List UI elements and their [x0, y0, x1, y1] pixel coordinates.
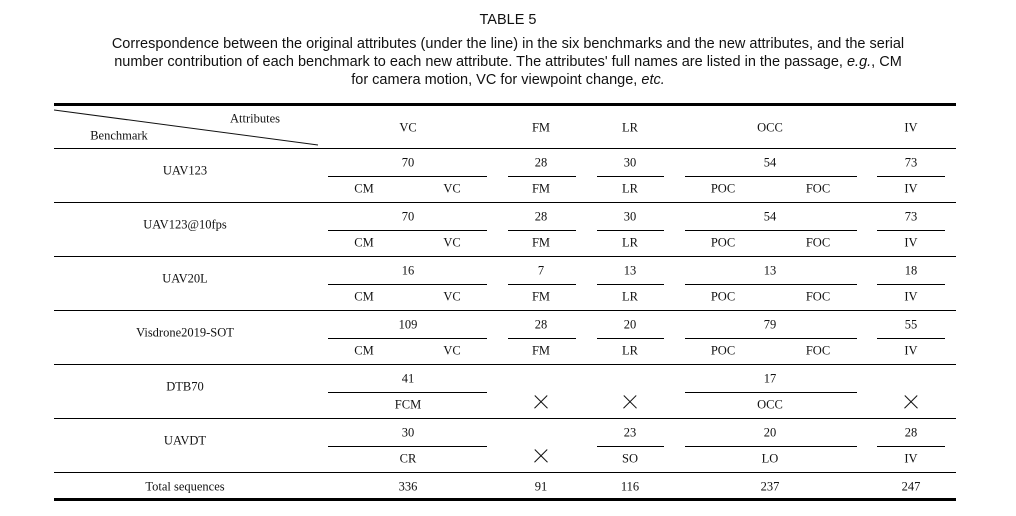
- not-applicable-icon: [534, 449, 548, 463]
- sequence-count: 20: [623, 317, 637, 332]
- caption-text: , CM: [871, 54, 902, 70]
- benchmark-name: UAVDT: [163, 433, 207, 448]
- table-bottom-rule: [54, 498, 956, 501]
- sequence-count: 73: [904, 209, 918, 224]
- header-col-lr: LR: [622, 120, 638, 135]
- header-col-occ: OCC: [757, 120, 783, 135]
- attribute-divider-line: [508, 176, 576, 177]
- sequence-count: 70: [401, 155, 415, 170]
- attribute-divider-line: [685, 446, 857, 447]
- original-attribute: FM: [531, 343, 551, 358]
- total-value: 91: [534, 479, 548, 494]
- original-attribute: LO: [761, 451, 779, 466]
- benchmark-name: DTB70: [166, 379, 204, 394]
- original-attribute: LR: [622, 235, 638, 250]
- caption-line-2: [0, 53, 1016, 71]
- original-attribute: POC: [710, 343, 736, 358]
- sequence-count: 30: [623, 155, 637, 170]
- row-separator: [54, 256, 956, 257]
- sequence-count: 13: [623, 263, 637, 278]
- original-attribute: IV: [904, 343, 918, 358]
- original-attribute: IV: [904, 181, 918, 196]
- original-attribute: LR: [622, 181, 638, 196]
- not-applicable-icon: [534, 395, 548, 409]
- original-attribute: POC: [710, 289, 736, 304]
- original-attribute: VC: [443, 343, 461, 358]
- total-value: 336: [398, 479, 418, 494]
- attribute-divider-line: [877, 176, 945, 177]
- original-attribute: FOC: [805, 235, 831, 250]
- attribute-divider-line: [328, 284, 487, 285]
- attribute-divider-line: [877, 446, 945, 447]
- caption-line-1: Correspondence between the original attributes (under the line) in the six benchmarks and the new attributes, and the serial: [111, 36, 905, 52]
- total-value: 116: [620, 479, 640, 494]
- original-attribute: VC: [443, 289, 461, 304]
- attribute-divider-line: [877, 338, 945, 339]
- table-top-rule: [54, 103, 956, 106]
- sequence-count: 109: [398, 317, 418, 332]
- original-attribute: FM: [531, 181, 551, 196]
- original-attribute: POC: [710, 235, 736, 250]
- sequence-count: 7: [537, 263, 545, 278]
- attribute-divider-line: [328, 176, 487, 177]
- original-attribute: POC: [710, 181, 736, 196]
- sequence-count: 17: [763, 371, 777, 386]
- attribute-divider-line: [877, 230, 945, 231]
- benchmark-name: UAV123: [162, 163, 208, 178]
- original-attribute: CM: [354, 235, 374, 250]
- sequence-count: 28: [904, 425, 918, 440]
- row-separator: [54, 364, 956, 365]
- sequence-count: 16: [401, 263, 415, 278]
- original-attribute: OCC: [757, 397, 783, 412]
- attribute-divider-line: [328, 446, 487, 447]
- header-benchmark-label: Benchmark: [90, 128, 148, 143]
- attribute-divider-line: [597, 446, 664, 447]
- attribute-divider-line: [597, 284, 664, 285]
- original-attribute: FM: [531, 235, 551, 250]
- sequence-count: 54: [763, 209, 777, 224]
- original-attribute: VC: [443, 181, 461, 196]
- row-separator: [54, 418, 956, 419]
- sequence-count: 70: [401, 209, 415, 224]
- total-label: Total sequences: [145, 479, 225, 494]
- attribute-divider-line: [685, 230, 857, 231]
- sequence-count: 55: [904, 317, 918, 332]
- header-attributes-label: Attributes: [230, 111, 280, 126]
- header-col-vc: VC: [399, 120, 417, 135]
- attribute-divider-line: [877, 284, 945, 285]
- attribute-divider-line: [597, 230, 664, 231]
- sequence-count: 20: [763, 425, 777, 440]
- header-col-iv: IV: [904, 120, 918, 135]
- sequence-count: 13: [763, 263, 777, 278]
- original-attribute: CM: [354, 289, 374, 304]
- total-value: 237: [760, 479, 780, 494]
- original-attribute: CM: [354, 181, 374, 196]
- caption-text: number contribution of each benchmark to each new attribute. The attributes' full names are listed in the passage,: [114, 54, 847, 70]
- original-attribute: VC: [443, 235, 461, 250]
- header-col-fm: FM: [531, 120, 551, 135]
- attribute-divider-line: [685, 392, 857, 393]
- sequence-count: 18: [904, 263, 918, 278]
- attribute-divider-line: [508, 284, 576, 285]
- original-attribute: LR: [622, 343, 638, 358]
- original-attribute: FM: [531, 289, 551, 304]
- caption-eg: e.g.: [846, 54, 872, 70]
- attribute-divider-line: [685, 284, 857, 285]
- caption-etc: etc.: [641, 72, 665, 88]
- attribute-divider-line: [508, 230, 576, 231]
- attribute-divider-line: [328, 392, 487, 393]
- attribute-divider-line: [685, 176, 857, 177]
- row-separator: [54, 202, 956, 203]
- sequence-count: 30: [623, 209, 637, 224]
- attribute-divider-line: [328, 230, 487, 231]
- sequence-count: 41: [401, 371, 415, 386]
- attribute-divider-line: [685, 338, 857, 339]
- sequence-count: 79: [763, 317, 777, 332]
- sequence-count: 28: [534, 155, 548, 170]
- caption-line-3: [0, 71, 1016, 89]
- original-attribute: FOC: [805, 289, 831, 304]
- original-attribute: IV: [904, 451, 918, 466]
- original-attribute: FOC: [805, 343, 831, 358]
- sequence-count: 54: [763, 155, 777, 170]
- caption-text: for camera motion, VC for viewpoint change,: [351, 72, 642, 88]
- sequence-count: 28: [534, 209, 548, 224]
- row-separator: [54, 472, 956, 473]
- original-attribute: LR: [622, 289, 638, 304]
- benchmark-name: UAV20L: [162, 271, 208, 286]
- original-attribute: CR: [399, 451, 417, 466]
- row-separator: [54, 310, 956, 311]
- original-attribute: CM: [354, 343, 374, 358]
- benchmark-name: Visdrone2019-SOT: [136, 325, 234, 340]
- not-applicable-icon: [623, 395, 637, 409]
- attribute-divider-line: [328, 338, 487, 339]
- sequence-count: 73: [904, 155, 918, 170]
- total-value: 247: [901, 479, 921, 494]
- original-attribute: SO: [622, 451, 638, 466]
- attribute-divider-line: [597, 338, 664, 339]
- header-rule: [54, 148, 956, 149]
- original-attribute: FCM: [394, 397, 422, 412]
- table-title: TABLE 5: [479, 12, 537, 28]
- original-attribute: IV: [904, 289, 918, 304]
- original-attribute: FOC: [805, 181, 831, 196]
- attribute-divider-line: [597, 176, 664, 177]
- not-applicable-icon: [904, 395, 918, 409]
- attribute-divider-line: [508, 338, 576, 339]
- sequence-count: 23: [623, 425, 637, 440]
- sequence-count: 28: [534, 317, 548, 332]
- benchmark-name: UAV123@10fps: [143, 217, 227, 232]
- original-attribute: IV: [904, 235, 918, 250]
- sequence-count: 30: [401, 425, 415, 440]
